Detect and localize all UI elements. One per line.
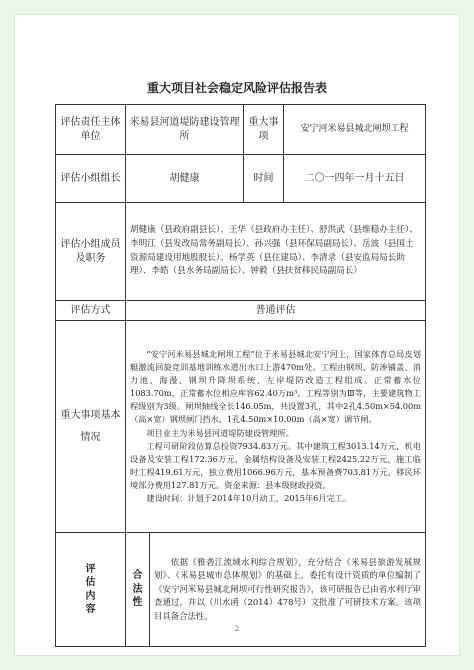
members-label: 评估小组成员及职务 [56,203,126,301]
row-situation [56,321,426,533]
leader-value: 胡健康 [126,155,244,203]
situation-paragraph: 建设时间：计划于2014年10月动工，2015年6月完工。 [146,493,352,504]
members-value: 胡健康（县政府副县长）、王华（县政府办主任）、舒洪武（县维稳办主任）、李明江（县发改局常务副局长）、孙兴强（县环保局副局长）、岳波（县国土资源局建设用地股股长）、杨学英（县住建局）、李清录（县安监局局长助理）、李皓（县水务局副局长）、钟毅（县扶贫移民局副局长） [126,203,426,301]
row-method [56,301,426,321]
situation-text [126,321,426,533]
situation-paragraph: “安宁河米易县城北闸坝工程”位于米易县城北安宁河上，国家体育总局皮划艇激流回旋竞训基地训练水道出水口上游470m处。工程由钢坝、防渗铺盖、消力池、海漫、钢坝升降坝系统、左岸堤防改造工程组成。正常蓄水位1083.70m，正常蓄水位相应库容62.40万m³。工程等别为Ⅲ等，主要建筑物工程级别为3级。闸坝轴线全长146.05m，共设置3孔，其中2孔4.50m×54.00m（高×宽）钢坝闸门挡水，1孔4.50m×10.00m（高×宽）调节闸。 [130,348,421,425]
unit-value: 米易县河道堤防建设管理所 [126,105,244,155]
row-leader-time [56,155,426,203]
report-form-table [55,104,426,647]
situation-paragraph: 工程可研阶段估算总投资7934.83万元。其中建筑工程3013.14万元，机电设备及安装工程172.36万元，金属结构设备及安装工程2425.22万元，施工临时工程419.61万元，独立费用1066.96万元，基本预备费703.81万元，移民环境部分费用127.81万元。资金来源：县本级财政投资。 [130,440,421,490]
situation-paragraph: 项目业主为米易县河道堤防建设管理所。 [146,427,294,438]
time-value: 二〇一四年一月十五日 [284,155,426,203]
legality-paragraph: 依据《雅砻江流域水利综合规划》，充分结合《米易县旅游发展规划》、《米易县城市总体规划》的基础上，委托有设计资质的单位编制了《安宁河米易县城北闸坝可行性研究报告》，该可研报告已由省水利厅审查通过，并以（川水函（2014）478号）文批准了可研技术方案。该项目具备合法性。 [154,556,421,621]
matter-label: 重大事项 [244,105,284,155]
matter-value: 安宁河米易县城北闸坝工程 [284,105,426,155]
row-unit-matter [56,105,426,155]
page-title: 重大项目社会稳定风险评估报告表 [146,81,327,95]
content-label-text: 评估内容 [85,563,96,615]
document-page [14,14,460,656]
legality-label-text: 合法性 [132,570,143,609]
page-number: 2 [234,625,240,633]
method-value: 普通评估 [126,301,426,321]
situation-label: 重大事项基本情况 [56,321,126,533]
row-members [56,203,426,301]
time-label: 时间 [244,155,284,203]
leader-label: 评估小组组长 [56,155,126,203]
method-label: 评估方式 [56,301,126,321]
unit-label: 评估责任主体单位 [56,105,126,155]
